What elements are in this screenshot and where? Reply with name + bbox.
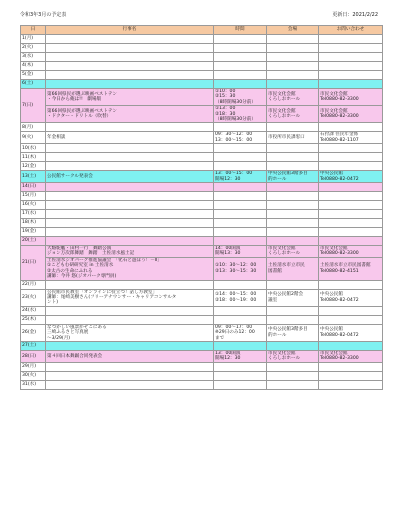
venue-cell: 土佐清水市立市民 図書館 [267,257,319,280]
time-cell [214,306,267,315]
table-row [21,219,383,228]
day-cell: 20(土) [21,237,46,246]
venue-cell: 中央公民館2階会 議室 [267,289,319,306]
day-cell: 6(土) [21,80,46,89]
venue-cell [267,183,319,192]
updated-date: 更新日：2021/2/22 [332,12,378,18]
day-cell: 9(火) [21,132,46,144]
event-cell: 第66回県民が選ぶ映画ベストテン ・ドクター・ドリトル（吹替） [46,106,214,123]
event-cell [46,71,214,80]
table-row [21,371,383,380]
table-row [21,171,383,183]
event-cell [46,362,214,371]
time-cell: ①13：00 ②18：30 （8時開場30分前） [214,106,267,123]
contact-cell: 市民文化会館 Tel0880-82-3300 [319,246,383,258]
time-cell: 13：00開演 開場12：30 [214,350,267,362]
time-cell: ①10：30～12：00 ②13：30～15：30 [214,257,267,280]
day-cell: 15(月) [21,192,46,201]
table-row [21,44,383,53]
venue-cell: 市民文化会館 くろしおホール [267,106,319,123]
column-header-day: 日 [21,26,46,35]
table-row [21,210,383,219]
contact-cell [319,44,383,53]
column-header-contact: お問い合わせ [319,26,383,35]
contact-cell: 中央公民館 Tel0880-82-0472 [319,171,383,183]
contact-cell [319,280,383,289]
contact-cell [319,71,383,80]
table-header-row [21,26,383,35]
venue-cell [267,210,319,219]
day-cell: 14(日) [21,183,46,192]
contact-cell [319,315,383,324]
venue-cell [267,162,319,171]
table-row [21,362,383,371]
day-cell: 22(月) [21,280,46,289]
event-cell: 公民館サークル発表会 [46,171,214,183]
time-cell [214,280,267,289]
table-row [21,144,383,153]
time-cell [214,219,267,228]
contact-cell [319,362,383,371]
day-cell: 27(土) [21,341,46,350]
table-row [21,192,383,201]
time-cell [214,371,267,380]
event-cell: 公民館市民教室「オンラインに役立つ！話し方教室」 講師：尾崎美樹さん(フリーアナウンサー・キャリアコンサルタ ント) [46,289,214,306]
time-cell [214,162,267,171]
contact-cell: 市民文化会館 Tel0880-82-3300 [319,106,383,123]
contact-cell: 市民文化会館 Tel0880-82-3300 [319,350,383,362]
contact-cell [319,219,383,228]
table-row [21,228,383,237]
table-row [21,35,383,44]
contact-cell [319,35,383,44]
table-row [21,162,383,171]
day-cell: 31(水) [21,380,46,389]
event-cell [46,228,214,237]
event-cell: 年金相談 [46,132,214,144]
column-header-event: 行事名 [46,26,214,35]
contact-cell: 土佐清水市立市民図書館 Tel0880-82-4151 [319,257,383,280]
contact-cell [319,53,383,62]
event-cell [46,219,214,228]
time-cell [214,380,267,389]
venue-cell [267,380,319,389]
event-cell: なつかしい風景がそこにある 三崎ふるさと写真展 ～3/29(月) [46,324,214,341]
time-cell [214,341,267,350]
time-cell [214,53,267,62]
contact-cell [319,371,383,380]
contact-cell: 中央公民館 Tel0880-82-0472 [319,324,383,341]
contact-cell [319,62,383,71]
contact-cell [319,228,383,237]
table-row [21,350,383,362]
day-cell: 26(金) [21,324,46,341]
table-row [21,132,383,144]
table-row [21,153,383,162]
schedule-table [20,25,383,390]
contact-cell [319,341,383,350]
event-cell [46,53,214,62]
time-cell [214,123,267,132]
day-cell: 12(金) [21,162,46,171]
day-cell: 11(木) [21,153,46,162]
venue-cell: 市民文化会館 くろしおホール [267,89,319,106]
column-header-time: 時間 [214,26,267,35]
event-cell: 大駱駝艦・田村一行 舞踏公演 ジョン万次郎舞踏 舞踏 土佐清水風土記 [46,246,214,258]
venue-cell [267,153,319,162]
event-cell [46,123,214,132]
time-cell: ①14：00～15：00 ②18：00～19：00 [214,289,267,306]
contact-cell [319,183,383,192]
day-cell: 17(水) [21,210,46,219]
venue-cell [267,201,319,210]
venue-cell: 市役所市民課窓口 [267,132,319,144]
event-cell [46,183,214,192]
table-row [21,80,383,89]
day-cell: 2(火) [21,44,46,53]
table-row [21,89,383,106]
time-cell [214,62,267,71]
event-cell [46,144,214,153]
venue-cell [267,71,319,80]
event-cell [46,371,214,380]
event-cell [46,315,214,324]
contact-cell [319,80,383,89]
venue-cell [267,80,319,89]
time-cell [214,228,267,237]
venue-cell [267,219,319,228]
day-cell: 8(月) [21,123,46,132]
day-cell: 30(火) [21,371,46,380]
document-title: 令和3年3月の予定表 [20,12,67,18]
venue-cell [267,341,319,350]
contact-cell [319,237,383,246]
venue-cell [267,123,319,132]
time-cell: 09：30～12：00 13：00～15：00 [214,132,267,144]
time-cell [214,315,267,324]
table-row [21,106,383,123]
day-cell: 13(土) [21,171,46,183]
event-cell [46,62,214,71]
contact-cell [319,162,383,171]
event-cell [46,35,214,44]
venue-cell [267,362,319,371]
table-row [21,62,383,71]
event-cell [46,162,214,171]
time-cell [214,71,267,80]
contact-cell [319,380,383,389]
table-row [21,257,383,280]
table-row [21,324,383,341]
venue-cell [267,237,319,246]
time-cell [214,153,267,162]
time-cell: 09：00～17：00 ※29日のみ12：00 まで [214,324,267,341]
event-cell [46,341,214,350]
time-cell [214,144,267,153]
day-cell: 10(水) [21,144,46,153]
table-row [21,246,383,258]
time-cell [214,80,267,89]
day-cell: 5(金) [21,71,46,80]
table-row [21,306,383,315]
venue-cell: 中央公民館3階多目 的ホール [267,171,319,183]
day-cell: 1(月) [21,35,46,44]
venue-cell [267,192,319,201]
contact-cell [319,192,383,201]
event-cell: 第66回県民が選ぶ映画ベストテン ・今日から俺は!! 劇場版 [46,89,214,106]
table-row [21,201,383,210]
table-row [21,315,383,324]
table-row [21,380,383,389]
contact-cell [319,123,383,132]
venue-cell [267,315,319,324]
time-cell [214,210,267,219]
time-cell: 13：00～15：00 開場12：30 [214,171,267,183]
column-header-venue: 会場 [267,26,319,35]
event-cell [46,192,214,201]
event-cell: 第４回日本舞踊合同発表会 [46,350,214,362]
table-row [21,237,383,246]
table-row [21,123,383,132]
contact-cell [319,210,383,219]
day-cell: 3(水) [21,53,46,62]
contact-cell: 市民文化会館 Tel0880-82-3300 [319,89,383,106]
contact-cell: 石狩課 住民年金係 Tel0880-82-1107 [319,132,383,144]
day-cell: 21(日) [21,246,46,280]
contact-cell: 中央公民館 Tel0880-82-0472 [319,289,383,306]
event-cell [46,153,214,162]
event-cell [46,237,214,246]
event-cell [46,80,214,89]
table-row [21,289,383,306]
time-cell [214,192,267,201]
day-cell: 7(日) [21,89,46,123]
day-cell: 25(木) [21,315,46,324]
event-cell [46,380,214,389]
contact-cell [319,201,383,210]
day-cell: 4(木) [21,62,46,71]
contact-cell [319,144,383,153]
venue-cell: 市民文化会館 くろしおホール [267,350,319,362]
venue-cell [267,44,319,53]
time-cell [214,237,267,246]
day-cell: 28(日) [21,350,46,362]
venue-cell [267,280,319,289]
venue-cell: 市民文化会館 くろしおホール [267,246,319,258]
contact-cell [319,306,383,315]
schedule-body [21,35,383,390]
time-cell: ①10：00 ②15：30 （8時開場30分前） [214,89,267,106]
venue-cell [267,35,319,44]
day-cell: 16(火) [21,201,46,210]
venue-cell [267,62,319,71]
venue-cell [267,228,319,237]
event-cell [46,280,214,289]
table-row [21,53,383,62]
time-cell [214,362,267,371]
table-row [21,280,383,289]
day-cell: 19(金) [21,228,46,237]
venue-cell: 中央公民館3階多目 的ホール [267,324,319,341]
table-row [21,341,383,350]
day-cell: 23(火) [21,289,46,306]
table-row [21,183,383,192]
time-cell [214,44,267,53]
venue-cell [267,53,319,62]
event-cell [46,44,214,53]
table-row [21,71,383,80]
day-cell: 29(月) [21,362,46,371]
venue-cell [267,306,319,315]
time-cell: 14：00開演 開場13：30 [214,246,267,258]
time-cell [214,201,267,210]
event-cell: 土佐清水ジオパーク推進協議会 「化石と遊ぼう！－Ⅱ」 ①こどもむ研研究室 in 土佐清水 ②太古の生命にふれる 講師：今井 悠(ジオパーク専門員) [46,257,214,280]
contact-cell [319,153,383,162]
time-cell [214,35,267,44]
time-cell [214,183,267,192]
venue-cell [267,371,319,380]
venue-cell [267,144,319,153]
day-cell: 18(木) [21,219,46,228]
event-cell [46,210,214,219]
day-cell: 24(水) [21,306,46,315]
event-cell [46,201,214,210]
event-cell [46,306,214,315]
